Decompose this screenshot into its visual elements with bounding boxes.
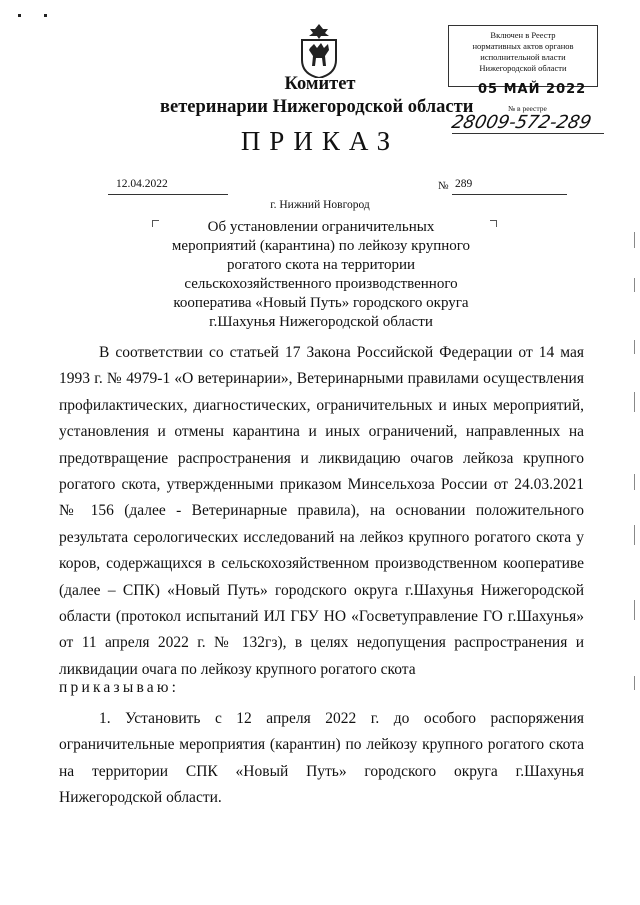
scan-mark — [634, 676, 635, 690]
subject-bracket-left — [152, 220, 159, 227]
scan-mark — [634, 232, 635, 248]
number-underline — [452, 194, 567, 195]
stamp-underline — [452, 133, 604, 134]
preamble-paragraph: В соответствии со статьей 17 Закона Российской Федерации от 14 мая 1993 г. № 4979-1 «О ветеринарии», Ветеринарными правилами осуществления профилактических, диагностических, ограничительных и иных мероприятий, установления и отмены карантина и иных ограничений, направленных на предотвращение распространения и ликвидацию очагов лейкоза крупного рогатого скота, утвержденными приказом Минсельхоза России от 24.03.2021 № 156 (далее - Ветеринарные правила), на основании положительного результата серологических исследований на лейкоз крупного рогатого скота у коров, содержащихся в сельскохозяйственном производственном кооперативе (далее – СПК) «Новый Путь» городского округа г.Шахунья Нижегородской области (протокол испытаний ИЛ ГБУ НО «Госветуправление ГО г.Шахунья» от 11 апреля 2022 г. № 132гз), в целях недопущения распространения и ликвидации очага по лейкозу крупного рогатого скота — [59, 344, 584, 678]
scan-dot — [44, 14, 47, 17]
document-number: 289 — [455, 178, 473, 190]
document-subject: Об установлении ограничительных мероприятий (карантина) по лейкозу крупного рогатого скота на территории сельскохозяйственного производственного кооператива «Новый Путь» городского округа г.Шахунья Нижегородской области — [171, 219, 471, 330]
stamp-line: исполнительной власти — [480, 52, 566, 62]
scan-mark — [634, 600, 635, 620]
number-label: № — [438, 180, 449, 192]
date-underline — [108, 194, 228, 195]
document-date: 12.04.2022 — [116, 178, 168, 190]
order-word: приказываю: — [59, 679, 180, 696]
org-name-line1: Комитет — [284, 74, 356, 94]
stamp-registry-label: № в реестре — [508, 104, 547, 113]
order-item-1: 1. Установить с 12 апреля 2022 г. до особого распоряжения ограничительные мероприятия (карантин) по лейкозу крупного рогатого скота на территории СПК «Новый Путь» городского округа г.Шахунья Нижегородской области. — [59, 710, 584, 807]
scan-mark — [634, 474, 635, 490]
coat-of-arms-emblem — [296, 22, 342, 78]
org-name-line2: ветеринарии Нижегородской области — [160, 97, 474, 117]
stamp-registry-number: 28009-572-289 — [449, 112, 594, 133]
scan-mark — [634, 278, 635, 292]
document-city: г. Нижний Новгород — [270, 199, 370, 211]
registry-stamp — [448, 25, 598, 87]
stamp-line: Нижегородской области — [479, 63, 567, 73]
scan-mark — [634, 340, 635, 354]
document-title: ПРИКАЗ — [240, 126, 400, 156]
stamp-date: 05 МАЙ 2022 — [478, 82, 587, 97]
scan-dot — [18, 14, 21, 17]
stamp-line: Включен в Реестр — [490, 30, 556, 40]
subject-bracket-right — [490, 220, 497, 227]
scan-mark — [634, 525, 635, 545]
stamp-line: нормативных актов органов — [472, 41, 574, 51]
scan-mark — [634, 392, 635, 412]
